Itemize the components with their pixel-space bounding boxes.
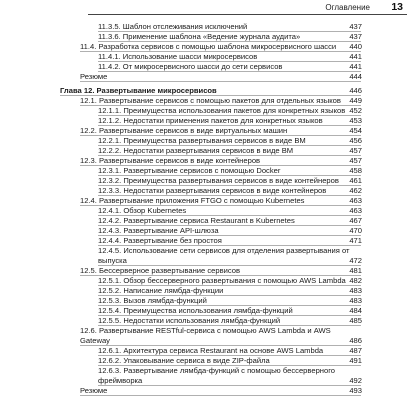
- toc-entry-number: 12.3.3.: [98, 186, 124, 195]
- toc-entry-title: 12.5.3. Вызов лямбда-функций: [98, 296, 207, 305]
- toc-page-number: 483: [349, 296, 362, 305]
- toc-page-number: 463: [349, 206, 362, 215]
- toc-entry-row[interactable]: [0, 286, 420, 296]
- toc-entry-row[interactable]: [0, 206, 420, 216]
- toc-page-number: 453: [349, 116, 362, 125]
- toc-page-number: 483: [349, 286, 362, 295]
- toc-entry-number: 12.5.4.: [98, 306, 124, 315]
- toc-entry-number: 12.5.: [80, 266, 99, 275]
- toc-entry-row[interactable]: [0, 176, 420, 186]
- toc-entry-title: 11.3.6. Применение шаблона «Ведение журнала аудита»: [98, 32, 301, 41]
- toc-entry-row[interactable]: [0, 186, 420, 196]
- toc-entry-row[interactable]: [0, 72, 420, 82]
- toc-entry-row[interactable]: [0, 326, 420, 346]
- toc-page-number: 441: [349, 62, 362, 71]
- toc-entry-number: 12.5.5.: [98, 316, 124, 325]
- toc-entry-number: 12.4.5.: [98, 246, 124, 255]
- toc-entry-title: 12.6.1. Архитектура сервиса Restaurant на основе AWS Lambda: [98, 346, 324, 355]
- toc-entry-row[interactable]: [0, 346, 420, 356]
- table-of-contents: [0, 22, 420, 396]
- toc-page-number: 441: [349, 52, 362, 61]
- toc-entry-row[interactable]: [0, 52, 420, 62]
- toc-page-number: 486: [349, 336, 362, 345]
- running-head-title: Оглавление: [325, 3, 370, 12]
- toc-entry-number: 11.4.2.: [98, 62, 123, 71]
- toc-entry-number: 12.5.3.: [98, 296, 124, 305]
- toc-page-number: 482: [349, 276, 362, 285]
- toc-entry-row[interactable]: [0, 62, 420, 72]
- toc-entry-number: 12.2.1.: [98, 136, 124, 145]
- toc-entry-title: 12.3. Развертывание сервисов в виде контейнеров: [80, 156, 261, 165]
- toc-page-number: 470: [349, 226, 362, 235]
- toc-entry-title: 12.2.1. Преимущества развертывания сервисов в виде ВМ: [98, 136, 306, 145]
- toc-entry-row[interactable]: [0, 266, 420, 276]
- toc-page-number: 449: [349, 96, 362, 105]
- toc-entry-number: 12.6.3.: [98, 366, 124, 375]
- toc-entry-number: 12.6.1.: [98, 346, 124, 355]
- toc-entry-number: 12.1.2.: [98, 116, 124, 125]
- toc-entry-row[interactable]: [0, 296, 420, 306]
- toc-entry-title: 12.5. Бессерверное развертывание сервисов: [80, 266, 240, 275]
- toc-entry-row[interactable]: [0, 246, 420, 266]
- toc-entry-title: 12.4. Развертывание приложения FTGO с помощью Kubernetes: [80, 196, 305, 205]
- toc-entry-row[interactable]: [0, 42, 420, 52]
- toc-entry-number: 12.2.2.: [98, 146, 124, 155]
- toc-entry-number: 12.3.2.: [98, 176, 124, 185]
- toc-entry-title: Резюме: [80, 72, 108, 81]
- toc-entry-row[interactable]: [0, 156, 420, 166]
- toc-entry-title: 12.1. Развертывание сервисов с помощью пакетов для отдельных языков: [80, 96, 341, 105]
- toc-entry-row[interactable]: [0, 306, 420, 316]
- toc-entry-number: 12.1.1.: [98, 106, 124, 115]
- toc-entry-title: 12.6.3. Развертывание лямбда-функций с помощью бессерверного фреймворка: [98, 366, 336, 385]
- toc-entry-row[interactable]: [0, 116, 420, 126]
- toc-entry-title: 12.2. Развертывание сервисов в виде виртуальных машин: [80, 126, 288, 135]
- toc-entry-number: 12.6.: [80, 326, 99, 335]
- toc-entry-number: 11.3.6.: [98, 32, 123, 41]
- toc-entry-row[interactable]: [0, 136, 420, 146]
- toc-entry-number: 12.4.3.: [98, 226, 124, 235]
- toc-entry-row[interactable]: [0, 236, 420, 246]
- toc-entry-title: 12.5.4. Преимущества использования лямбда-функций: [98, 306, 293, 315]
- toc-page-number: 440: [349, 42, 362, 51]
- toc-page-number: 437: [349, 32, 362, 41]
- toc-entry-title: Резюме: [80, 386, 108, 395]
- toc-entry-number: 12.3.: [80, 156, 99, 165]
- toc-entry-row[interactable]: [0, 196, 420, 206]
- toc-entry-title: 12.6.2. Упаковывание сервиса в виде ZIP-файла: [98, 356, 270, 365]
- toc-entry-title: 11.3.5. Шаблон отслеживания исключений: [98, 22, 248, 31]
- toc-entry-row[interactable]: [0, 166, 420, 176]
- toc-entry-title: 12.3.3. Недостатки развертывания сервисов в виде контейнеров: [98, 186, 327, 195]
- toc-entry-row[interactable]: [0, 316, 420, 326]
- toc-entry-row[interactable]: [0, 386, 420, 396]
- toc-entry-title: 12.4.2. Развертывание сервиса Restaurant в Kubernetes: [98, 216, 295, 225]
- toc-page-number: 491: [349, 356, 362, 365]
- toc-entry-row[interactable]: [0, 32, 420, 42]
- toc-entry-title: 12.3.1. Развертывание сервисов с помощью Docker: [98, 166, 281, 175]
- toc-entry-number: 12.4.: [80, 196, 99, 205]
- toc-entry-row[interactable]: [0, 106, 420, 116]
- toc-page-number: 492: [349, 376, 362, 385]
- toc-page-number: 456: [349, 136, 362, 145]
- toc-entry-row[interactable]: [0, 146, 420, 156]
- toc-entry-row[interactable]: [0, 22, 420, 32]
- toc-entry-row[interactable]: [0, 276, 420, 286]
- toc-entry-title: 11.4.1. Использование шасси микросервисов: [98, 52, 258, 61]
- toc-chapter-row[interactable]: [0, 86, 420, 96]
- toc-page-number: 493: [349, 386, 362, 395]
- toc-page-number: 446: [349, 86, 362, 95]
- toc-entry-number: 11.4.1.: [98, 52, 123, 61]
- toc-page-number: 444: [349, 72, 362, 81]
- toc-entry-title: 12.1.2. Недостатки применения пакетов для конкретных языков: [98, 116, 323, 125]
- toc-entry-number: 12.4.1.: [98, 206, 124, 215]
- toc-entry-title: 12.3.2. Преимущества развертывания сервисов в виде контейнеров: [98, 176, 339, 185]
- toc-entry-number: 12.3.1.: [98, 166, 124, 175]
- toc-page-number: 462: [349, 186, 362, 195]
- toc-page-number: 458: [349, 166, 362, 175]
- toc-entry-number: 12.2.: [80, 126, 99, 135]
- toc-entry-number: 11.4.: [80, 42, 99, 51]
- toc-entry-title: 11.4.2. От микросервисного шасси до сети сервисов: [98, 62, 283, 71]
- toc-entry-row[interactable]: [0, 126, 420, 136]
- toc-entry-title: 12.5.2. Написание лямбда-функции: [98, 286, 224, 295]
- toc-leader-rule: [80, 81, 361, 82]
- toc-entry-title: 11.4. Разработка сервисов с помощью шаблона микросервисного шасси: [80, 42, 337, 51]
- page-header: [0, 0, 420, 16]
- toc-page-number: 485: [349, 316, 362, 325]
- toc-leader-rule: [80, 395, 361, 396]
- toc-page-number: 452: [349, 106, 362, 115]
- toc-entry-title: 12.4.5. Использование сети сервисов для отделения развертывания от выпуска: [98, 246, 350, 265]
- toc-page-number: 467: [349, 216, 362, 225]
- page-number: 13: [391, 1, 403, 13]
- toc-entry-title: 12.2.2. Недостатки развертывания сервисов в виде ВМ: [98, 146, 294, 155]
- toc-entry-row[interactable]: [0, 96, 420, 106]
- toc-entry-number: 12.4.4.: [98, 236, 124, 245]
- toc-page-number: 472: [349, 256, 362, 265]
- toc-page-number: 481: [349, 266, 362, 275]
- toc-entry-row[interactable]: [0, 216, 420, 226]
- toc-page-number: 463: [349, 196, 362, 205]
- toc-entry-title: 12.4.3. Развертывание API-шлюза: [98, 226, 219, 235]
- toc-entry-row[interactable]: [0, 366, 420, 386]
- toc-entry-number: 12.5.1.: [98, 276, 124, 285]
- toc-page-number: 457: [349, 156, 362, 165]
- toc-page-number: 471: [349, 236, 362, 245]
- toc-page-number: 484: [349, 306, 362, 315]
- header-divider: [88, 14, 407, 15]
- toc-entry-number: Глава 12.: [60, 86, 97, 95]
- toc-page-number: 461: [349, 176, 362, 185]
- toc-entry-number: 12.5.2.: [98, 286, 124, 295]
- toc-entry-title: 12.1.1. Преимущества использования пакетов для конкретных языков: [98, 106, 346, 115]
- toc-entry-number: 12.6.2.: [98, 356, 124, 365]
- toc-page-number: 487: [349, 346, 362, 355]
- toc-entry-title: 12.4.4. Развертывание без простоя: [98, 236, 222, 245]
- toc-entry-number: 12.1.: [80, 96, 99, 105]
- toc-entry-title: 12.6. Развертывание RESTful-сервиса с помощью AWS Lambda и AWS Gateway: [80, 326, 331, 345]
- toc-entry-title: 12.5.1. Обзор бессерверного развертывания с помощью AWS Lambda: [98, 276, 346, 285]
- toc-entry-row[interactable]: [0, 226, 420, 236]
- toc-page-number: 437: [349, 22, 362, 31]
- toc-entry-title: Глава 12. Развертывание микросервисов: [60, 86, 217, 95]
- toc-entry-title: 12.5.5. Недостатки использования лямбда-функций: [98, 316, 281, 325]
- toc-entry-number: 12.4.2.: [98, 216, 124, 225]
- toc-page-number: 454: [349, 126, 362, 135]
- toc-page-number: 457: [349, 146, 362, 155]
- toc-entry-number: 11.3.5.: [98, 22, 123, 31]
- toc-entry-title: 12.4.1. Обзор Kubernetes: [98, 206, 187, 215]
- toc-entry-row[interactable]: [0, 356, 420, 366]
